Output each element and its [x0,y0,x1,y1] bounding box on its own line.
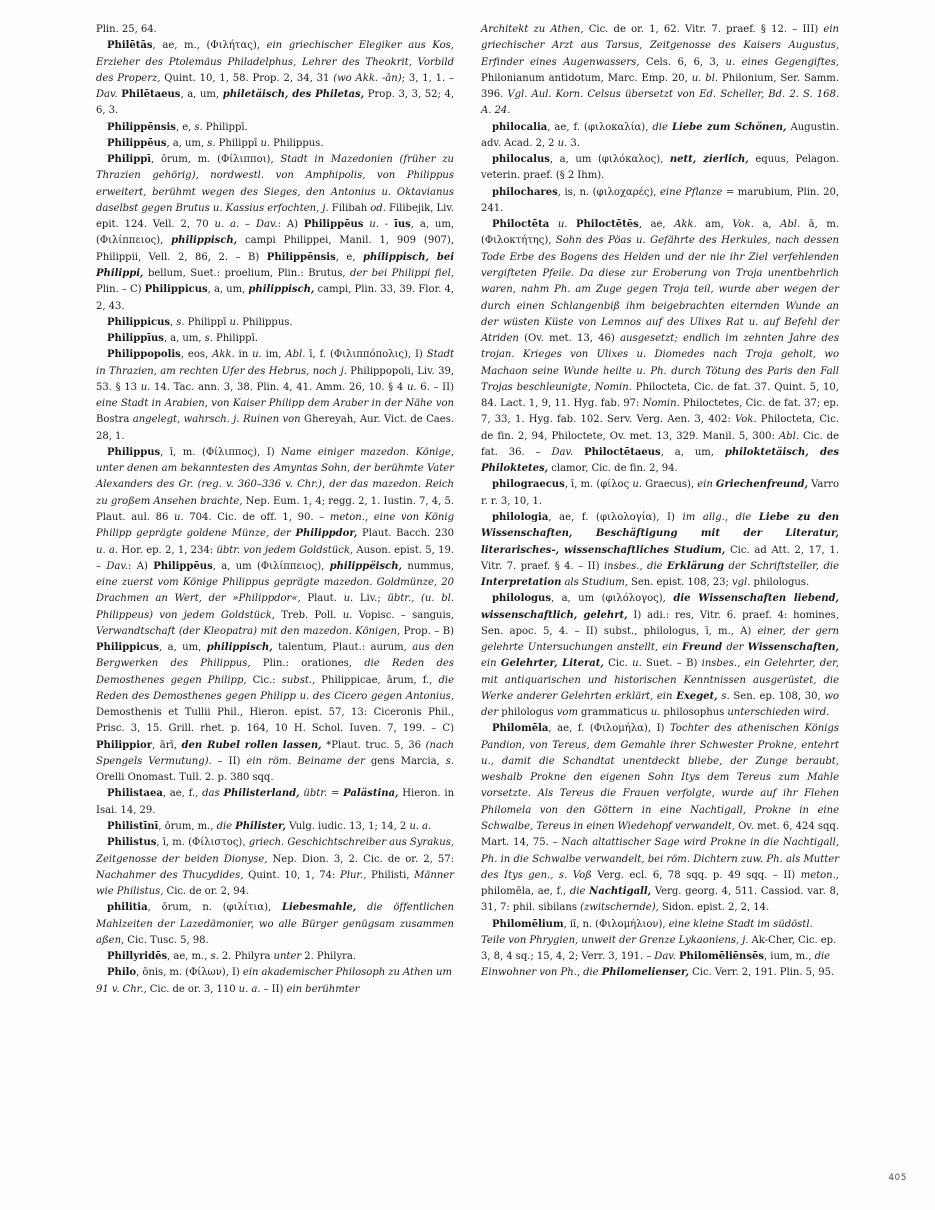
dictionary-entry: Philippēnsis, e, s. Philippī. [107,121,248,133]
dictionary-entry: philocalus, a, um (φιλόκαλος), nett, zierlich, equus, Pelagon. veterin. praef. (§ 2 Ihm). [481,154,839,182]
dictionary-entry: Philētās, ae, m., (Φιλήτας), ein griechischer Elegiker aus Kos, Erzieher des Ptolemäus Philadelphus, Lehrer des Theokrit, Vorbild des Properz, Quint. 10, 1, 58. Prop. 2, 34, 31 (wo Akk. -ān); 3, 1, 1. – Dav. Philētaeus, a, um, philetäisch, des Philetas, Prop. 3, 3, 52; 4, 6, 3. [96,40,455,117]
dictionary-entry: Philistīnī, ōrum, m., die Philister, Vulg. iudic. 13, 1; 14, 2 u. a. [107,821,432,833]
dictionary-entry: Philippicus, s. Philippī u. Philippus. [107,316,293,328]
dictionary-entry: Philoctēta u. Philoctētēs, ae, Akk. am, Vok. a, Abl. ā, m. (Φιλοκτήτης), Sohn des Pöas u. Gefährte des Herkules, nach dessen Tode Erbe des Bogens des Helden und der nie ihr Ziel verfehlenden vergifteten Pfeile. Da diese zur Eroberung von Troja unentbehrlich waren, nahm Ph. am Zuge gegen Troja teil, wurde aber wegen der durch einen Schlangenbiß ihm beigebrachten eiternden Wunde an der wüsten Küste von Lemnos auf des Ulixes Rat u. auf Befehl der Atriden (Ov. met. 13, 46) ausgesetzt; endlich im zehnten Jahre des trojan. Krieges von Ulixes u. Diomedes nach Troja geholt, wo Machaon seine Wunde heilte u. Ph. durch Tötung des Paris den Fall Trojas beschleunigte, Nomin. Philocteta, Cic. de fat. 37. Quint. 5, 10, 84. Lact. 1, 9, 11. Hyg. fab. 97: Nomin. Philoctetes, Cic. de fat. 37; ep. 7, 33, 1. Hyg. fab. 102. Serv. Verg. Aen. 3, 402: Vok. Philocteta, Cic. de fin. 2, 94, Philoctete, Ov. met. 13, 329. Manil. 5, 300: Abl. Cic. de fat. 36. – Dav. Philoctētaeus, a, um, philoktetäisch, des Philoktetes, clamor, Cic. de fin. 2, 94. [481,219,840,475]
dictionary-entry: Philippus, ī, m. (Φίλιππος), I) Name einiger mazedon. Könige, unter denen am bekanntesten des Amyntas Sohn, der berühmte Vater Alexanders des Gr. (reg. v. 360–336 v. Chr.), der das mazedon. Reich zu großem Ansehen brachte, Nep. Eum. 1, 4; regg. 2, 1. Iustin. 7, 4, 5. Plaut. aul. 86 u. 704. Cic. de off. 1, 90. – meton., eine von König Philipp geprägte goldene Münze, der Philippdor, Plaut. Bacch. 230 u. a. Hor. ep. 2, 1, 234: übtr. von jedem Goldstück, Auson. epist. 5, 19. – Dav.: A) Philippēus, a, um (Φιλίππειος), philippëisch, nummus, eine zuerst vom Könige Philippus geprägte mazedon. Goldmünze, 20 Drachmen an Wert, der »Philippdor«, Plaut. u. Liv.; übtr., (u. bl. Philippeus) von jedem Goldstück, Treb. Poll. u. Vopisc. – sanguis, Verwandtschaft (der Kleopatra) mit den mazedon. Königen, Prop. – B) Philippicus, a, um, philippisch, talentum, Plaut.: aurum, aus den Bergwerken des Philippus, Plin.: orationes, die Reden des Demosthenes gegen Philipp, Cic.: subst., Philippicae, ārum, f., die Reden des Demosthenes gegen Philipp u. des Cicero gegen Antonius, Demosthenis et Tullii Phil., Hieron. epist. 57, 13: Ciceronis Phil., Prisc. 3, 15. Grill. rhet. p. 164, 10 H. Schol. Iuven. 7, 199. – C) Philippior, ārī, den Rubel rollen lassen, *Plaut. truc. 5, 36 (nach Spengels Vermutung). – II) ein röm. Beiname der gens Marcia, s. Orelli Onomast. Tull. 2. p. 380 sqq. [96,446,455,784]
left-text-column [96,22,454,1157]
dictionary-entry: philochares, is, n. (φιλοχαρές), eine Pflanze = marubium, Plin. 20, 241. [481,186,839,214]
dictionary-entry: Philomēla, ae, f. (Φιλομήλα), I) Tochter des athenischen Königs Pandion, von Tereus, dem Gemahle ihrer Schwester Prokne, entehrt u., damit die Schandtat unentdeckt bliebe, der Zunge beraubt, weshalb Prokne den eigenen Sohn Itys dem Tereus zum Mahle vorsetzte. Als Tereus die Frauen verfolgte, wurde auf ihr Flehen Philomela von den Göttern in eine Nachtigall, Prokne in eine Schwalbe, Tereus in einen Wiedehopf verwandelt, Ov. met. 6, 424 sqq. Mart. 14, 75. – Nach altattischer Sage wird Prokne in die Nachtigall, Ph. in die Schwalbe verwandelt, bei röm. Dichtern zuw. Ph. als Mutter des Itys gen., s. Voß Verg. ecl. 6, 78 sqq. p. 49 sqq. – II) meton., philomēla, ae, f., die Nachtigall, Verg. georg. 4, 511. Cassiod. var. 8, 31, 7: phil. sibilans (zwitschernde), Sidon. epist. 2, 2, 14. [481,723,839,914]
page-number: 405 [888,1173,907,1183]
dictionary-entry: Architekt zu Athen, Cic. de or. 1, 62. Vitr. 7. praef. § 12. – III) ein griechischer Arzt aus Tarsus, Zeitgenosse des Kaisers Augustus, Erfinder eines Augenwassers, Cels. 6, 6, 3, u. eines Gegengiftes, Philonianum antidotum, Marc. Emp. 20, u. bl. Philonium, Ser. Samm. 396. Vgl. Aul. Korn. Celsus übersetzt von Ed. Scheller, Bd. 2. S. 168. A. 24. [481,24,840,117]
dictionary-entry: Phillyridēs, ae, m., s. 2. Philyra unter 2. Philyra. [107,951,357,963]
dictionary-entry: philologus, a, um (φιλόλογος), die Wissenschaften liebend, wissenschaftlich, gelehrt, I) adi.: res, Vitr. 6. praef. 4: homines, Sen. apoc. 5, 4. – II) subst., philologus, ī, m., A) einer, der gern gelehrte Untersuchungen anstellt, ein Freund der Wissenschaften, ein Gelehrter, Literat, Cic. u. Suet. – B) insbes., ein Gelehrter, der, mit antiquarischen und historischen Kenntnissen ausgerüstet, die Werke anderer Gelehrten erklärt, ein Exeget, s. Sen. ep. 108, 30, wo der philologus vom grammaticus u. philosophus unterschieden wird. [481,593,840,719]
dictionary-entry: Plin. 25, 64. [96,24,157,35]
dictionary-entry: Philippopolis, eos, Akk. in u. im, Abl. ī, f. (Φιλιππόπολις), I) Stadt in Thrazien, am rechten Ufer des Hebrus, noch j. Philippopoli, Liv. 39, 53. § 13 u. 14. Tac. ann. 3, 38. Plin. 4, 41. Amm. 26, 10. § 4 u. 6. – II) eine Stadt in Arabien, von Kaiser Philipp dem Araber in der Nähe von Bostra angelegt, wahrsch. j. Ruinen von Ghereyah, Aur. Vict. de Caes. 28, 1. [96,349,454,442]
dictionary-entry: philitia, ōrum, n. (φιλίτια), Liebesmahle, die öffentlichen Mahlzeiten der Lazedämonier, wo alle Bürger genügsam zusammen aßen, Cic. Tusc. 5, 98. [96,902,455,946]
text-columns [96,22,840,1157]
right-text-column [481,22,839,1157]
dictionary-entry: philograecus, ī, m. (φίλος u. Graecus), ein Griechenfreund, Varro r. r. 3, 10, 1. [481,479,839,507]
dictionary-entry: Philippīus, a, um, s. Philippī. [107,333,258,345]
dictionary-entry: Philistaea, ae, f., das Philisterland, übtr. = Palästina, Hieron. in Isai. 14, 29. [96,788,455,816]
dictionary-entry: philocalia, ae, f. (φιλοκαλία), die Liebe zum Schönen, Augustin. adv. Acad. 2, 2 u. 3. [481,121,839,149]
dictionary-entry: Philo, ōnis, m. (Φίλων), I) ein akademischer Philosoph zu Athen um 91 v. Chr., Cic. de or. 3, 110 u. a. – II) ein berühmter [96,967,452,995]
dictionary-entry: Philippēus, a, um, s. Philippī u. Philippus. [107,137,324,149]
dictionary-entry: Philomēlium, iī, n. (Φιλομήλιον), eine kleine Stadt im südöstl. Teile von Phrygien, unweit der Grenze Lykaoniens, j. Ak-Cher, Cic. ep. 3, 8, 4 sq.; 15, 4, 2; Verr. 3, 191. – Dav. Philomēliēnsēs, ium, m., die Einwohner von Ph., die Philomelienser, Cic. Verr. 2, 191. Plin. 5, 95. [481,918,837,979]
dictionary-entry: Philippī, ōrum, m. (Φίλιπποι), Stadt in Mazedonien (früher zu Thrazien gehörig), nordwestl. von Amphipolis, von Philippus erweitert, berühmt wegen des Sieges, den Antonius u. Oktavianus daselbst gegen Brutus u. Kassius erfochten, j. Filibah od. Filibejik, Liv. epit. 124. Vell. 2, 70 u. a. – Dav.: A) Philippēus u. - īus, a, um, (Φιλίππειος), philippisch, campi Philippei, Manil. 1, 909 (907), Philippii, Vell. 2, 86, 2. – B) Philippēnsis, e, philippisch, bei Philippi, bellum, Suet.: proelium, Plin.: Brutus, der bei Philippi fiel, Plin. – C) Philippicus, a, um, philippisch, campi, Plin. 33, 39. Flor. 4, 2, 43. [96,154,455,312]
dictionary-entry: Philistus, ī, m. (Φίλιστος), griech. Geschichtschreiber aus Syrakus, Zeitgenosse der beiden Dionyse, Nep. Dion. 3, 2. Cic. de or. 2, 57: Nachahmer des Thucydides, Quint. 10, 1, 74: Plur., Philisti, Männer wie Philistus, Cic. de or. 2, 94. [96,837,455,898]
dictionary-entry: philologia, ae, f. (φιλολογία), I) im allg., die Liebe zu den Wissenschaften, Beschäftigung mit der Literatur, literarisches-, wissenschaftliches Studium, Cic. ad Att. 2, 17, 1. Vitr. 7. praef. § 4. – II) insbes., die Erklärung der Schriftsteller, die Interpretation als Studium, Sen. epist. 108, 23; vgl. philologus. [481,511,839,589]
